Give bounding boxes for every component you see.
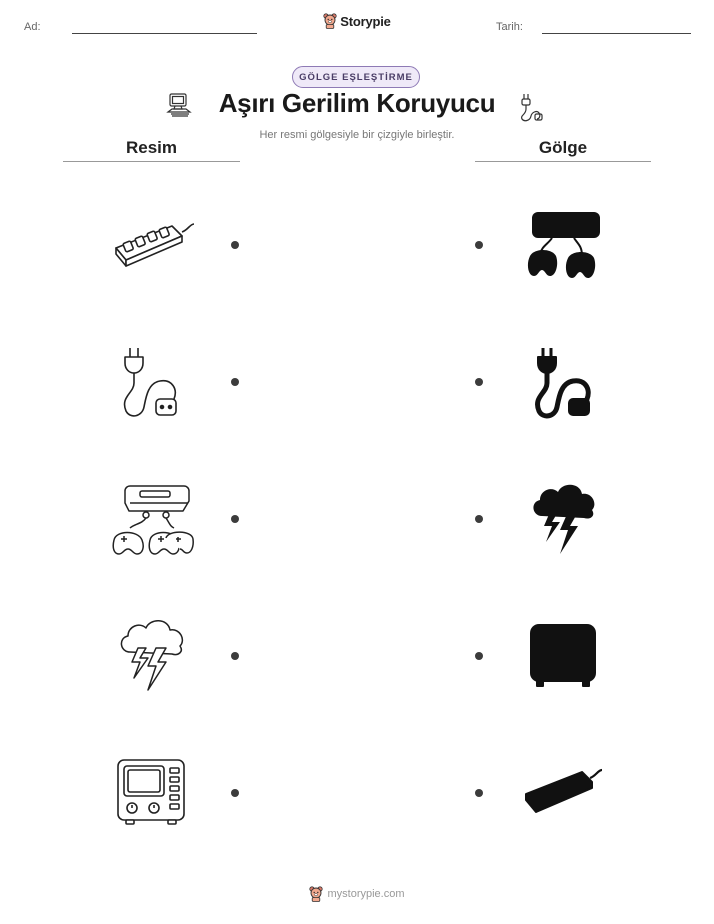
shadow-dot-2[interactable] xyxy=(475,378,483,386)
shadow-dot-1[interactable] xyxy=(475,241,483,249)
microwave-icon xyxy=(116,758,186,826)
activity-badge: GÖLGE EŞLEŞTİRME xyxy=(292,66,420,88)
game-console-icon xyxy=(110,482,194,556)
plug-icon xyxy=(518,92,546,122)
date-label: Tarih: xyxy=(496,21,523,33)
page-title: Aşırı Gerilim Koruyucu xyxy=(218,88,496,118)
bear-logo-icon xyxy=(309,886,323,902)
column-header-shadow: Gölge xyxy=(538,138,588,157)
footer xyxy=(0,886,714,907)
picture-dot-1[interactable] xyxy=(231,241,239,249)
picture-dot-3[interactable] xyxy=(231,515,239,523)
shadow-dot-5[interactable] xyxy=(475,789,483,797)
power-strip-shadow-icon xyxy=(520,764,604,820)
picture-dot-4[interactable] xyxy=(231,652,239,660)
shadow-dot-3[interactable] xyxy=(475,515,483,523)
brand-header xyxy=(0,13,714,34)
column-underline-shadow xyxy=(475,161,651,162)
picture-dot-5[interactable] xyxy=(231,789,239,797)
column-header-picture: Resim xyxy=(125,138,178,157)
shadow-dot-4[interactable] xyxy=(475,652,483,660)
power-cord-shadow-icon xyxy=(533,346,597,418)
microwave-shadow-icon xyxy=(528,622,598,690)
brand-name: Storypie xyxy=(340,13,391,29)
storm-cloud-shadow-icon xyxy=(528,482,600,556)
column-underline-picture xyxy=(63,161,240,162)
power-cord-icon xyxy=(120,346,184,418)
picture-dot-2[interactable] xyxy=(231,378,239,386)
game-console-shadow-icon xyxy=(522,206,604,282)
footer-site[interactable]: mystorypie.com xyxy=(327,888,405,900)
storm-cloud-icon xyxy=(116,618,188,692)
instructions: Her resmi gölgesiyle bir çizgiyle birleştir. xyxy=(259,129,455,141)
power-strip-icon xyxy=(110,218,194,274)
bear-logo-icon xyxy=(323,13,337,29)
name-label: Ad: xyxy=(24,21,41,33)
